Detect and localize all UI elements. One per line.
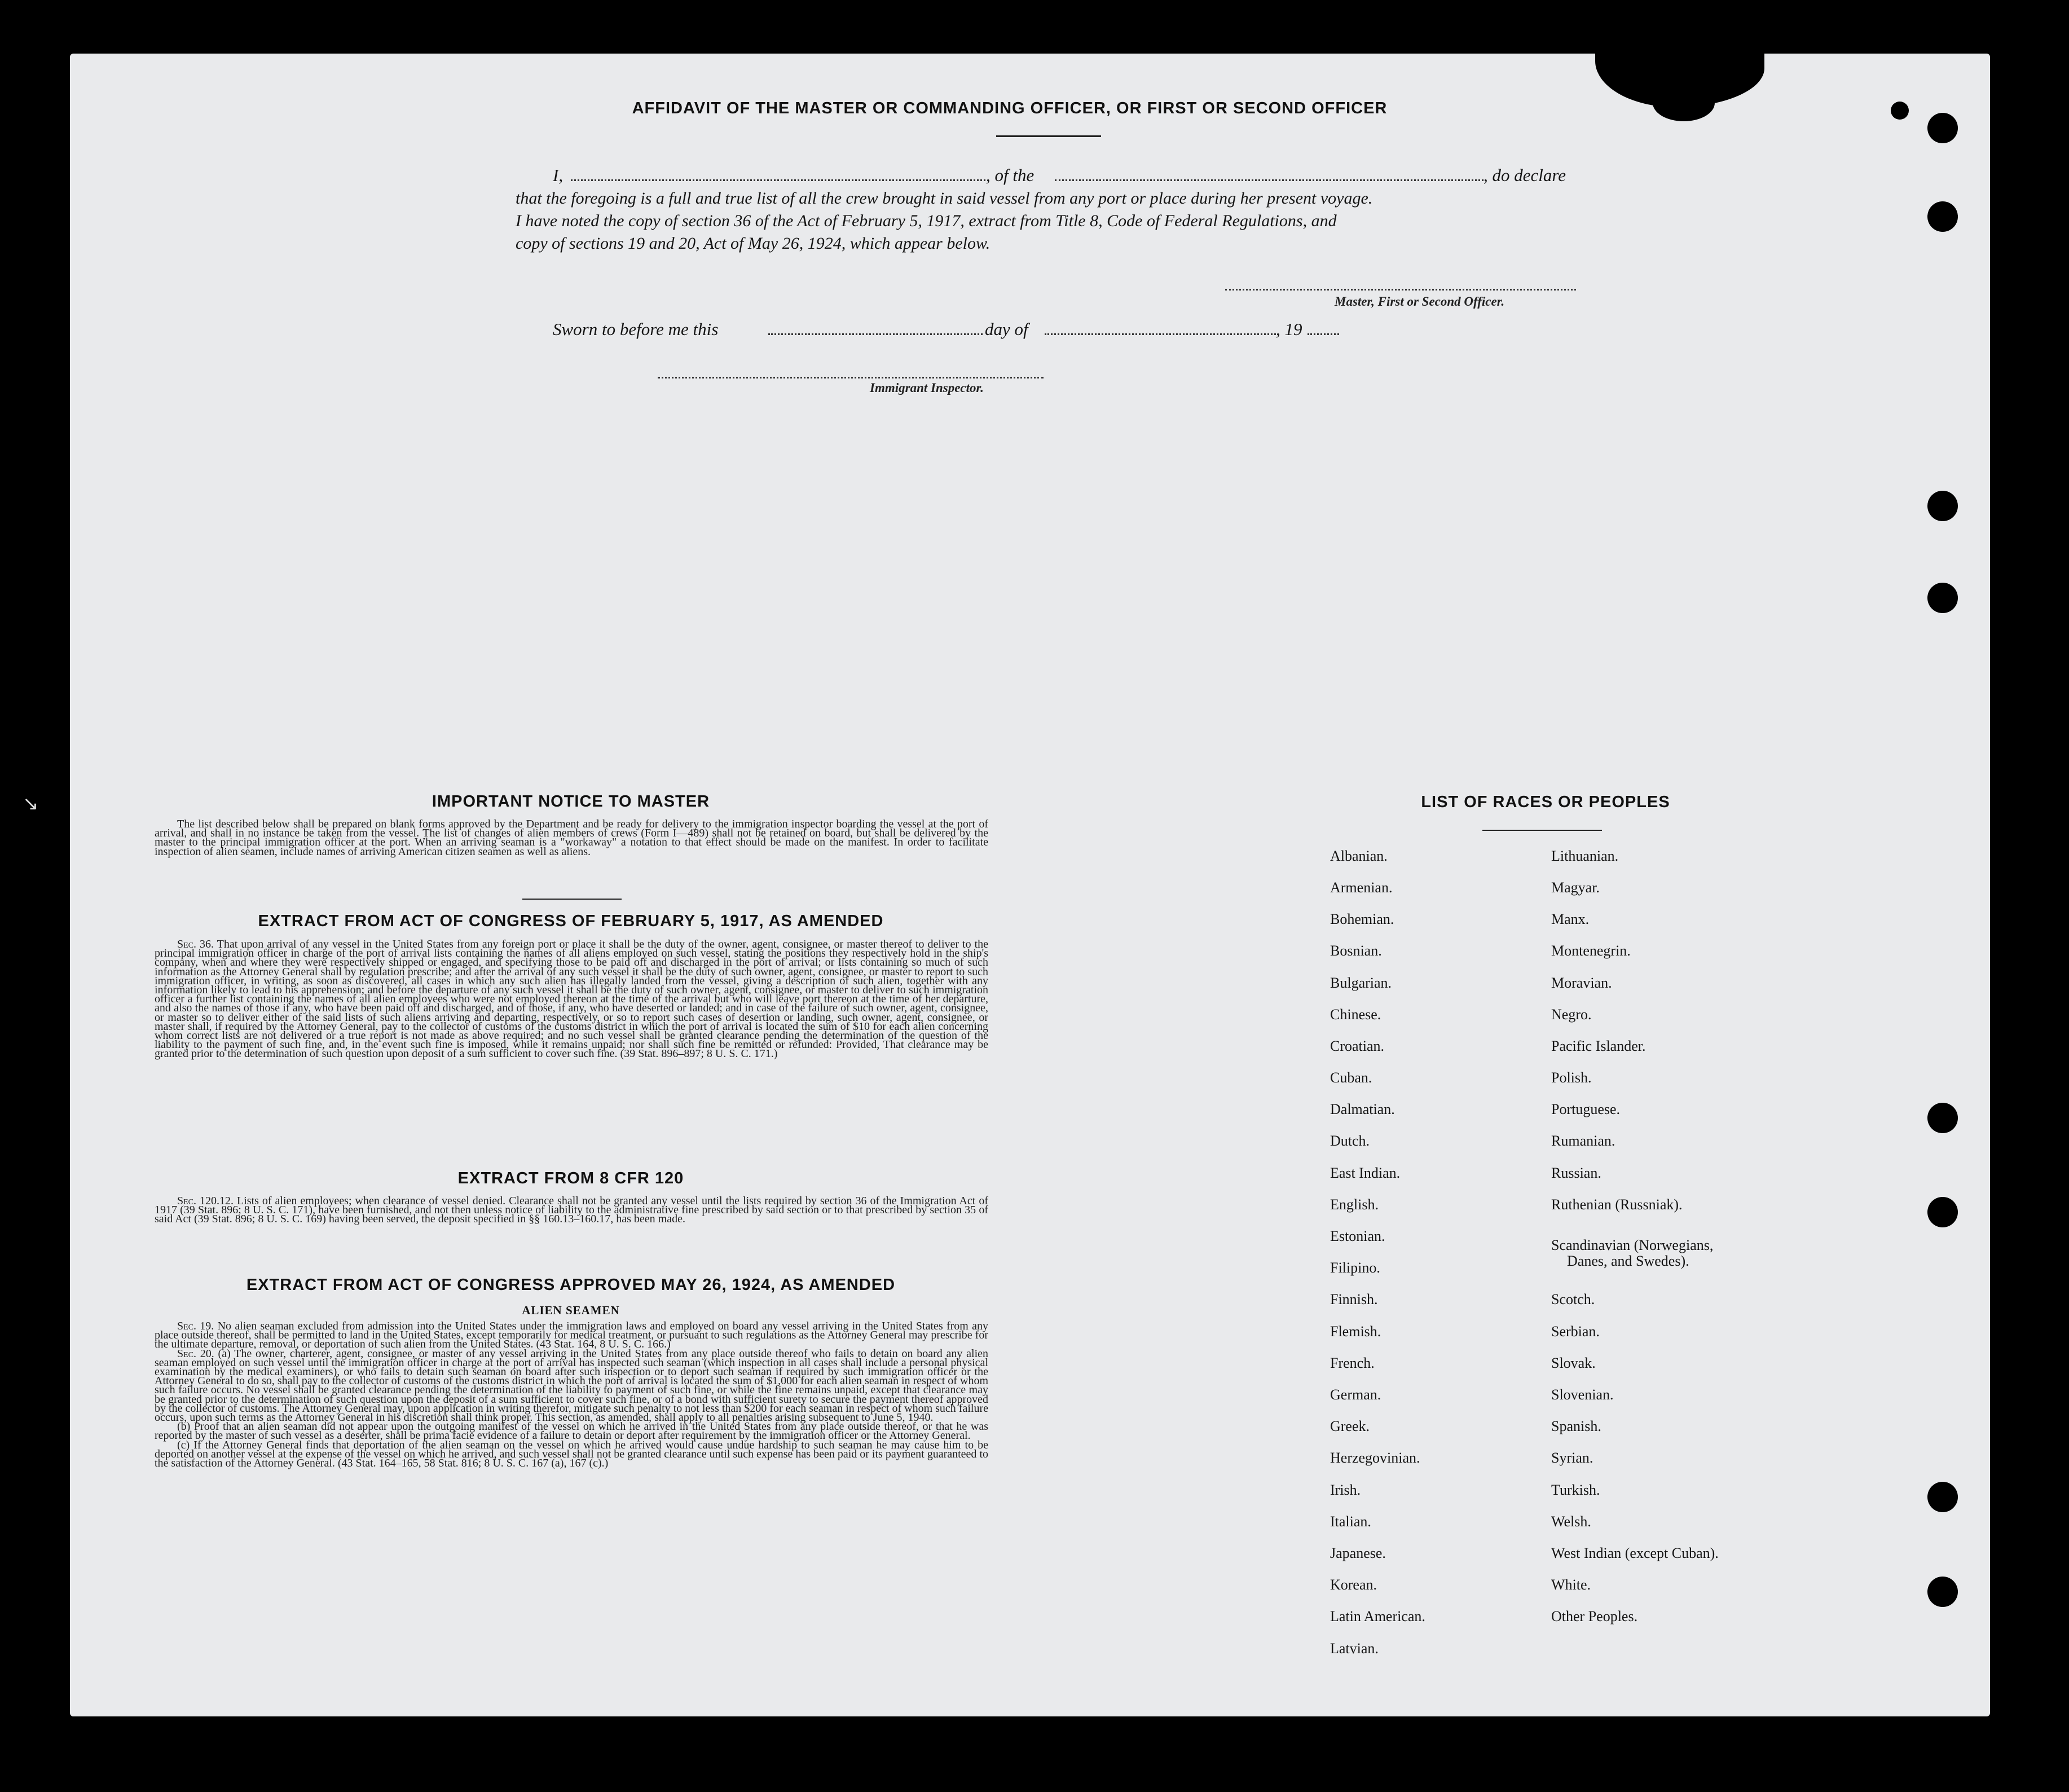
alien-seamen-subtitle: ALIEN SEAMEN [522,1304,620,1317]
race-item: Herzegovinian. [1330,1450,1420,1466]
declaration-line-4: copy of sections 19 and 20, Act of May 26, 1924, which appear below. [516,234,991,253]
section-text: (a) The owner, charterer, agent, consignee, or master of any vessel arriving in the United States from any place outside thereof who fails to detain on board any alien seaman employed on such vessel until the immigration officer in charge at the port of arrival has inspected such seaman (which inspection in all cases shall include a personal physical examination by the medical examiners), or who fails to detain such seaman on board after such inspection or to deport such seaman if required by such immigration officer or the Attorney General to do so, shall pay to the collector of customs of the customs district in which the port of arrival is located the sum of $1,000 for each alien seaman in respect of whom such failure occurs. No vessel shall be granted clearance pending the determination of the liability to payment of such fine, or while the fine remains unpaid, except that clearance may be granted prior to the determination of such question upon the deposit of a sum sufficient to cover such fine, or of a bond with sufficient surety to secure the payment thereof approved by the collector of customs. The Attorney General may, upon application in writing therefor, mitigate such penalty to not less than $200 for each seaman in respect of whom such failure occurs, upon such terms as the Attorney General in his discretion shall think proper. This section, as amended, shall apply to all penalties arising subsequent to June 5, 1940. [155,1347,989,1424]
race-item: Manx. [1551,911,1590,927]
race-item: Croatian. [1330,1038,1385,1054]
race-item: Dalmatian. [1330,1101,1395,1117]
race-item: Serbian. [1551,1323,1600,1340]
race-item: Moravian. [1551,975,1612,991]
race-item: Bosnian. [1330,943,1382,959]
races-title: LIST OF RACES OR PEOPLES [1421,793,1670,811]
extract-cfr-body [155,1196,988,1224]
declare-of-the: , of the [986,165,1034,185]
race-item: German. [1330,1386,1381,1403]
section-text: That upon arrival of any vessel in the United States from any foreign port or place it shall be the duty of the owner, agent, consignee, or master thereof to deliver to the principal immigration officer in charge of the port of arrival lists containing the names of all aliens employed on such vessel, stating the positions they respectively hold in the ship's company, when and where they were respectively shipped or engaged, and specifying those to be paid off and discharged in the port of arrival; or lists containing so much of such information as the Attorney General shall by regulation prescribe; and after the arrival of any such vessel it shall be the duty of such owner, agent, consignee, or master to report to such immigration officer, in writing, as soon as discovered, all cases in which any such alien has illegally landed from the vessel, giving a description of such alien, together with any information likely to lead to his apprehension; and before the departure of any such vessel it shall be the duty of such owner, agent, consignee, or master to deliver to such immigration officer a further list containing the names of all alien employees who were not employed thereon at the time of the arrival but who will leave port thereon at the time of her departure, and also the names of those if any, who have been paid off and discharged, and of those, if any, who have deserted or landed; and in case of the failure of such owner, agent, consignee, or master so to deliver either of the said lists of such aliens arriving and departing, respectively, or so to report such cases of desertion or landing, such owner, agent, consignee, or master shall, if required by the Attorney General, pay to the collector of customs of the customs district in which the port of arrival is located the sum of $10 for each alien concerning whom correct lists are not delivered or a true report is not made as above required; and no such vessel shall be granted clearance pending the determination of the question of the liability to the payment of such fine, and, in the event such fine is imposed, while it remains unpaid; nor shall such fine be remitted or refunded: Provided, That clearance may be granted prior to the determination of such question upon deposit of a sum sufficient to cover such fine. (39 Stat. 896–897; 8 U. S. C. 171.) [155,938,988,1060]
race-item: Negro. [1551,1006,1592,1023]
day-of-label: day of [985,319,1028,339]
race-item: Korean. [1330,1577,1377,1593]
race-item: Scotch. [1551,1291,1595,1307]
race-item: Russian. [1551,1165,1601,1181]
race-item: Latin American. [1330,1608,1425,1624]
inspector-caption: Immigrant Inspector. [870,381,984,395]
declare-do-declare: , do declare [1483,165,1566,185]
affidavit-title: AFFIDAVIT OF THE MASTER OR COMMANDING OFFICER, OR FIRST OR SECOND OFFICER [632,99,1388,117]
notice-text: The list described below shall be prepared on blank forms approved by the Department and be ready for delivery to the immigration inspector boarding the vessel at the port of arrival, and shall in no instance be taken from the vessel. The list of changes of alien members of crews (Form I—489) shall not be retained on board, but shall be delivered by the master to the principal immigration officer at the port. When an arriving seaman is a "workaway" a notation to that effect should be made on the manifest. In order to facilitate inspection of alien seamen, include names of arriving American citizen seamen as well as aliens. [155,818,988,858]
section-number: Sec. 36. [177,938,214,950]
divider [522,899,622,900]
extract-1917-body [155,940,988,1059]
extract-1917-title: EXTRACT FROM ACT OF CONGRESS OF FEBRUARY 5, 1917, AS AMENDED [258,912,884,930]
race-item: Estonian. [1330,1228,1385,1244]
race-item: Montenegrin. [1551,943,1631,959]
race-item: Other Peoples. [1551,1608,1638,1624]
edge-mark: ↘ [23,792,39,815]
race-item: Dutch. [1330,1133,1370,1149]
race-item: Irish. [1330,1482,1361,1498]
race-item: Slovenian. [1551,1386,1614,1403]
divider [996,135,1101,137]
race-item: Flemish. [1330,1323,1381,1340]
punch-hole [1927,1482,1958,1512]
punch-hole [1891,102,1909,120]
declaration-line-3: I have noted the copy of section 36 of the Act of February 5, 1917, extract from Title 8, Code of Federal Regulations, and [516,212,1337,230]
punch-hole [1927,201,1958,232]
race-item: Greek. [1330,1418,1370,1434]
section-text: (c) If the Attorney General finds that deportation of the alien seaman on the vessel on which he arrived would cause undue hardship to such seaman he may cause him to be deported on another vessel at the expense of the vessel on which he arrived, and such vessel shall not be granted clearance until such expense has been paid or its payment guaranteed to the satisfaction of the Attorney General. (43 Stat. 164–165, 58 Stat. 816; 8 U. S. C. 167 (a), 167 (c).) [155,1438,988,1470]
master-caption: Master, First or Second Officer. [1335,294,1505,309]
section-text: No alien seaman excluded from admission into the United States under the immigration laws and employed on board any vessel arriving in the United States from any place outside thereof, shall be permitted to land in the United States, except temporarily for medical treatment, or pursuant to such regulations as the Attorney General may prescribe for the ultimate departure, removal, or deportation of such alien from the United States. (43 Stat. 164, 8 U. S. C. 166.) [155,1320,988,1351]
punch-hole [1927,113,1958,143]
race-item: Polish. [1551,1069,1592,1086]
sworn-label: Sworn to before me this [553,319,719,339]
race-item: Spanish. [1551,1418,1601,1434]
race-item: Cuban. [1330,1069,1372,1086]
declaration-line-2: that the foregoing is a full and true list of all the crew brought in said vessel from any port or place during her present voyage. [516,189,1373,208]
inspector-signature-line[interactable] [658,377,1044,378]
section-number: Sec. 120.12. [177,1195,234,1207]
race-item: Italian. [1330,1513,1371,1530]
race-item: Syrian. [1551,1450,1593,1466]
section-text: (b) Proof that an alien seaman did not appear upon the outgoing manifest of the vessel on which he arrived in the United States from any place outside thereof, or that he was reported by the master of such vessel as a deserter, shall be prima facie evidence of a failure to detain or deport after requirement by the immigration officer or the Attorney General. [155,1420,988,1442]
punch-hole [1927,1577,1958,1607]
extract-cfr-title: EXTRACT FROM 8 CFR 120 [457,1169,684,1187]
extract-1924-body [155,1322,988,1468]
race-item: Slovak. [1551,1355,1596,1371]
race-item: Welsh. [1551,1513,1591,1530]
race-item: Armenian. [1330,879,1393,896]
race-item: Danes, and Swedes). [1567,1253,1689,1269]
race-item: Magyar. [1551,879,1600,896]
race-item: Finnish. [1330,1291,1378,1307]
race-item: Pacific Islander. [1551,1038,1646,1054]
race-item: Rumanian. [1551,1133,1615,1149]
section-number: Sec. 19. [177,1320,214,1332]
declare-i: I, [553,165,564,185]
race-item: Turkish. [1551,1482,1600,1498]
punch-hole [1927,583,1958,613]
race-item: English. [1330,1196,1379,1213]
sworn-year-blank[interactable] [1308,333,1339,335]
race-item: Chinese. [1330,1006,1381,1023]
vessel-blank[interactable] [1055,179,1483,181]
divider [1482,830,1602,831]
race-item: Albanian. [1330,848,1388,864]
race-item: West Indian (except Cuban). [1551,1545,1719,1561]
race-item: Scandinavian (Norwegians, [1551,1237,1714,1253]
section-text: Lists of alien employees; when clearance of vessel denied. Clearance shall not be granted any vessel until the lists required by section 36 of the Immigration Act of 1917 (39 Stat. 896; 8 U. S. C. 171), have been furnished, and not then unless notice of liability to the administrative fine prescribed by said section or to that prescribed by section 35 of said Act (39 Stat. 896; 8 U. S. C. 169) having been served, the deposit specified in §§ 160.13–160.17, has been made. [155,1195,989,1226]
race-item: Filipino. [1330,1260,1380,1276]
race-item: East Indian. [1330,1165,1401,1181]
punch-hole [1927,1103,1958,1133]
punch-hole [1927,1197,1958,1227]
race-item: Bohemian. [1330,911,1394,927]
race-item: Lithuanian. [1551,848,1619,864]
section-number: Sec. 20. [177,1347,214,1360]
notice-body [155,820,988,856]
race-item: Bulgarian. [1330,975,1392,991]
sworn-day-blank[interactable] [768,333,983,335]
master-signature-line[interactable] [1225,289,1576,290]
notice-title: IMPORTANT NOTICE TO MASTER [432,792,710,811]
year-prefix: , 19 [1276,319,1302,339]
race-item: Latvian. [1330,1640,1379,1657]
extract-1924-title: EXTRACT FROM ACT OF CONGRESS APPROVED MAY 26, 1924, AS AMENDED [246,1276,896,1294]
name-blank[interactable] [571,179,985,181]
race-item: White. [1551,1577,1591,1593]
torn-corner-fragment [1653,85,1715,121]
race-item: Japanese. [1330,1545,1386,1561]
race-item: Ruthenian (Russniak). [1551,1196,1683,1213]
punch-hole [1927,491,1958,521]
sworn-month-blank[interactable] [1045,333,1276,335]
race-item: French. [1330,1355,1375,1371]
race-item: Portuguese. [1551,1101,1621,1117]
